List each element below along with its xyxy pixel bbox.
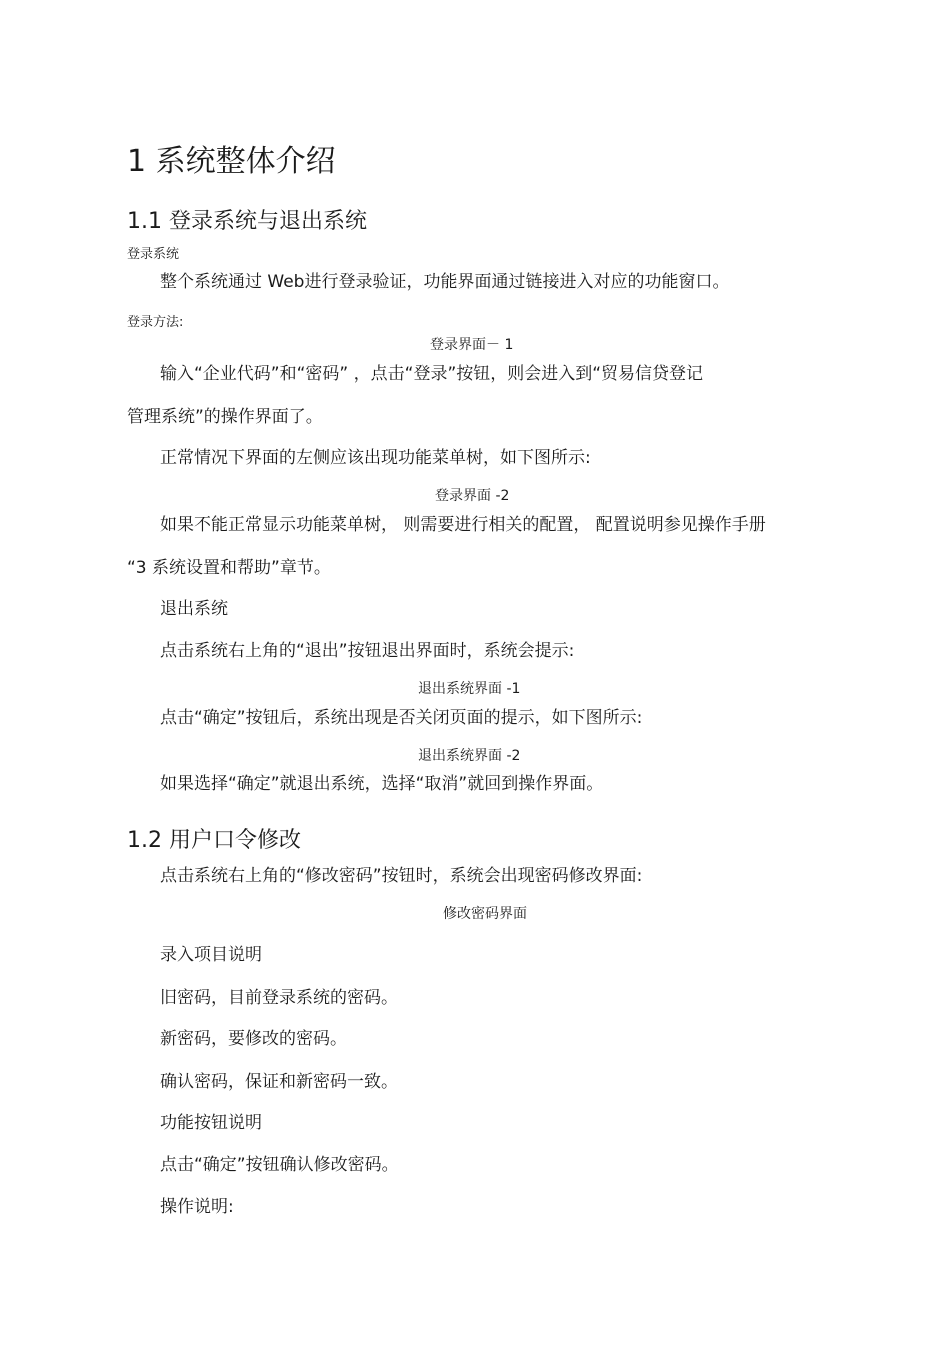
paragraph-menu-tree: 正常情况下界面的左侧应该出现功能菜单树，如下图所示: [160,448,591,468]
label-input-items: 录入项目说明 [160,945,262,965]
label-operation-notes: 操作说明: [160,1197,234,1217]
caption-login-2: 登录界面 -2 [435,488,510,504]
caption-change-password: 修改密码界面 [443,906,527,922]
paragraph-logout-choice: 如果选择“确定”就退出系统，选择“取消”就回到操作界面。 [160,774,604,794]
paragraph-confirm-button: 点击“确定”按钮确认修改密码。 [160,1155,399,1175]
caption-logout-1: 退出系统界面 -1 [418,681,521,697]
section-heading-1-2: 1.2 用户口令修改 [127,828,301,853]
chapter-heading: 1 系统整体介绍 [127,144,336,179]
paragraph-change-password: 点击系统右上角的“修改密码”按钮时，系统会出现密码修改界面: [160,866,643,886]
item-new-password: 新密码，要修改的密码。 [160,1029,347,1049]
label-logout: 退出系统 [160,599,228,619]
caption-logout-2: 退出系统界面 -2 [418,748,521,764]
paragraph-login-1a: 输入“企业代码”和“密码” ，点击“登录”按钮，则会进入到“贸易信贷登记 [160,364,704,384]
label-function-buttons: 功能按钮说明 [160,1113,262,1133]
paragraph-login-1b: 管理系统”的操作界面了。 [127,407,323,427]
paragraph-intro: 整个系统通过 Web进行登录验证，功能界面通过链接进入对应的功能窗口。 [160,272,730,292]
paragraph-logout-prompt: 点击系统右上角的“退出”按钮退出界面时，系统会提示: [160,641,575,661]
item-confirm-password: 确认密码，保证和新密码一致。 [160,1072,398,1092]
item-old-password: 旧密码，目前登录系统的密码。 [160,988,398,1008]
caption-login-1: 登录界面－ 1 [430,337,514,353]
paragraph-config-a: 如果不能正常显示功能菜单树， 则需要进行相关的配置， 配置说明参见操作手册 [160,515,766,535]
paragraph-logout-confirm: 点击“确定”按钮后，系统出现是否关闭页面的提示，如下图所示: [160,708,643,728]
paragraph-config-b: “3 系统设置和帮助”章节。 [127,558,331,578]
section-heading-1-1: 1.1 登录系统与退出系统 [127,209,367,234]
label-login-method: 登录方法: [127,315,184,330]
label-login-system: 登录系统 [127,247,180,262]
